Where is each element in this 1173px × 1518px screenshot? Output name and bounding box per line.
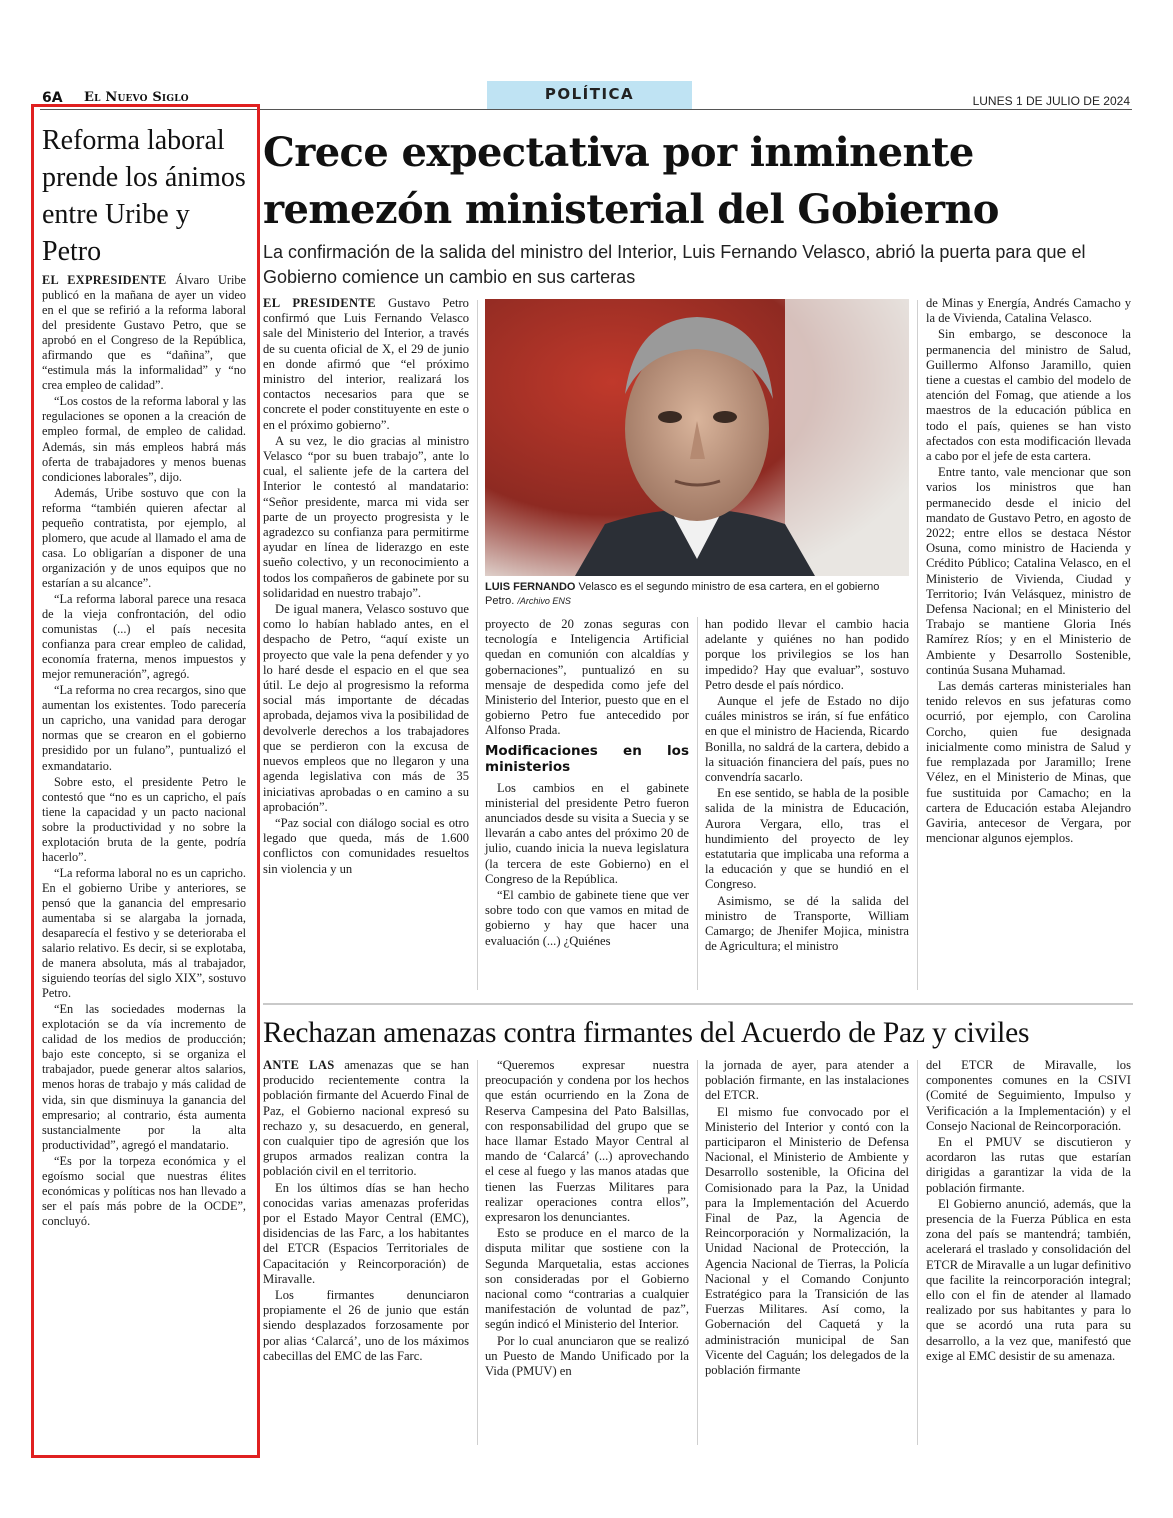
photo-credit: /Archivo ENS [517,596,571,606]
portrait-illustration [485,299,909,576]
main-column-3 [705,617,909,955]
main-paragraph: proyecto de 20 zonas seguras con tecnología e Inteligencia Artificial quedan en comunión con alcaldías y gobernaciones”, puntualizó en su mensaje de despedida como jefe del Ministerio del Interior, puesto que en el gobierno Petro fue antecedido por Alfonso Prada. [485,617,689,738]
main-headline: Crece expectativa por inminente remezón ministerial del Gobierno [263,129,999,233]
main-paragraph: Las demás carteras ministeriales han tenido relevos en sus jefaturas como ocurrió, por ejemplo, con Carolina Corcho, quien fue designada inicialmente como ministra de Salud y fue remplazada por Jaramillo; Irene Vélez, en el Ministerio de Minas, que fue sustituida por Camacho; en la cartera de Educación estaba Alejandro Gaviria, antecesor de Vergara, por mencionar algunos ejemplos. [926,679,1131,846]
column-divider [697,1060,698,1445]
second-paragraph: Por lo cual anunciaron que se realizó un Puesto de Mando Unificado por la Vida (PMUV) en [485,1333,689,1379]
second-paragraph: El Gobierno anunció, además, que la presencia de la Fuerza Pública en esta zona del país se mantendrá; también, acelerará el traslado y consolidación del ETCR de Miravalle a un lugar definitivo que facilite la reincorporación integral; ello con el fin de atender al llamado realizado por sus habitantes y para lo que se acordó una ruta para su desarrollo, a la vez que, manifestó que exige al EMC desistir de su amenaza. [926,1196,1131,1363]
second-column-2 [485,1058,689,1380]
sidebar-title: Reforma laboral prende los ánimos entre Uribe y Petro [42,125,246,267]
second-headline: Rechazan amenazas contra firmantes del Acuerdo de Paz y civiles [263,1017,1030,1049]
second-column-3 [705,1058,909,1379]
main-subhead: Modificaciones en los ministerios [485,742,689,775]
column-divider [477,1060,478,1445]
main-paragraph: “Paz social con diálogo social es otro legado que queda, más de 1.600 conflictos con comunidades resueltos sin violencia y un [263,815,469,876]
second-column-4 [926,1058,1131,1365]
main-column-1 [263,296,469,878]
second-paragraph: “Queremos expresar nuestra preocupación y condena por los hechos que están ocurriendo en la Zona de Reserva Campesina del Pato Balsillas, con responsabilidad del grupo que se hace llamar Estado Mayor Central al mando de ‘Calarcá’ (...) aprovechando el cese al fuego y las manos atadas que tienen las Fuerzas Militares para realizar operaciones contra ellos”, expresaron los denunciantes. [485,1058,689,1225]
main-paragraph: “El cambio de gabinete tiene que ver sobre todo con que vamos en mitad de gobierno y hay que hacer una evaluación (...) ¿Quiénes [485,888,689,948]
main-paragraph: EL PRESIDENTE Gustavo Petro confirmó que Luis Fernando Velasco sale del Ministerio del Interior, a través de su cuenta oficial de X, el 29 de junio en donde afirmó que “el próximo ministro del interior, realizará los contactos necesarios para que se concrete el poder constituyente en este o en el próximo gobierno”. [263,296,469,432]
sidebar-paragraph: “En las sociedades modernas la explotación se da vía incremento de calidad de los medios de producción; bajo este concepto, si se organiza el trabajador, puede generar altos salarios, menos horas de trabajo y más calidad de vida, sin que disminuya la ganancia del empresario; al contrario, ésta aumenta sustancialmente por la alta productividad”, agregó el mandatario. [42,1002,246,1152]
second-paragraph: Esto se produce en el marco de la disputa militar que sostiene con la Segunda Marquetalia, estas acciones son consideradas por el Gobierno nacional como “contrarias a cualquier manifestación de voluntad de paz”, según indicó el Ministerio del Interior. [485,1226,689,1332]
masthead-logo: El Nuevo Siglo [84,90,189,105]
second-paragraph: En el PMUV se discutieron y acordaron las rutas que estarían dirigidas a garantizar la vida de la población firmante. [926,1135,1131,1195]
main-column-2 [485,617,689,950]
sidebar-paragraph: “Es por la torpeza económica y el egoísmo social que nuestras élites económicas y políticas nos han llevado a ser el país más pobre de la OCDE”, concluyó. [42,1153,246,1228]
main-paragraph: de Minas y Energía, Andrés Camacho y la de Vivienda, Catalina Velasco. [926,296,1131,326]
sidebar-paragraph: EL EXPRESIDENTE Álvaro Uribe publicó en la mañana de ayer un video en el que se refirió a la reforma laboral del presidente Gustavo Petro, que se aprobó en el Congreso de la República, afirmando que es “dañina”, que “estimula más la informalidad” y “no crea empleo de calidad”. [42,273,246,393]
main-deck: La confirmación de la salida del ministro del Interior, Luis Fernando Velasco, abrió la puerta para que el Gobierno comience un cambio en sus carteras [263,242,1086,287]
main-paragraph: A su vez, le dio gracias al ministro Velasco “por su buen trabajo”, ante lo cual, el saliente jefe de la cartera del Interior le contestó al mandatario: “Señor presidente, marca mi vida ser parte de un proyecto progresista y le agradezco su confianza para permitirme ayudar en línea de liderazgo en este sueño colectivo, y un reconocimiento a todos los compañeros de gabinete por su solidaridad en nuestro trabajo”. [263,433,469,600]
article-photo [485,299,909,576]
column-divider [477,300,478,990]
page-number: 6A [42,90,63,106]
main-paragraph: Los cambios en el gabinete ministerial del presidente Petro fueron anunciados desde su visita a Suecia y se llevarán a cabo antes del próximo 20 de julio, cuando inicia la nueva legislatura (la tercera de este Gobierno) en el Congreso de la República. [485,780,689,886]
section-rule [263,1003,1133,1005]
main-paragraph: Asimismo, se dé la salida del ministro de Transporte, William Camargo; de Jhenifer Mojica, ministra de Agricultura; el ministro [705,893,909,954]
second-paragraph: Los firmantes denunciaron propiamente el 26 de junio que están siendo desplazados forzosamente por por alias ‘Calarcá’, uno de los máximos cabecillas del EMC de las Farc. [263,1288,469,1363]
second-paragraph: del ETCR de Miravalle, los componentes comunes en la CSIVI (Comité de Seguimiento, Impulso y Verificación a la Implementación) y el Consejo Nacional de Reincorporación. [926,1058,1131,1133]
sidebar-paragraph: Sobre esto, el presidente Petro le contestó que “no es un capricho, el país tiene la capacidad y un pacto nacional sobre la productividad y no sobre la explotación bruta de la gente, podría hacerlo”. [42,774,246,864]
main-paragraph: En ese sentido, se habla de la posible salida de la ministra de Educación, Aurora Vergara, ello, tras el hundimiento del proyecto de ley estatutaria que implicaba una reforma a la educación y que se hundió en el Congreso. [705,786,909,892]
photo-caption-text: Velasco es el segundo ministro de esa cartera, en el gobierno Petro. [485,581,880,607]
second-paragraph: ANTE LAS amenazas que se han producido recientemente contra la población firmante del Acuerdo Final de Paz, el Gobierno nacional expresó su rechazo y, su desacuerdo, en general, con cualquier tipo de agresión que los grupos armados realizan contra la población civil en el territorio. [263,1058,469,1179]
main-paragraph: Entre tanto, vale mencionar que son varios los ministros que han permanecido desde el inicio del mandato de Gustavo Petro, en agosto de 2022; entre ellos se destaca Néstor Osuna, como ministro de Hacienda y Crédito Público; Catalina Velasco, en el Ministerio de Vivienda, Ciudad y Territorio; Iván Velásquez, ministro de Defensa Nacional; en el Ministerio del Trabajo se mantiene Gloria Inés Ramírez Ríos; y en el Ministerio de Ambiente y Desarrollo Sostenible, continúa Susana Muhamad. [926,465,1131,677]
page-date: LUNES 1 DE JULIO DE 2024 [972,94,1130,108]
sidebar-paragraph: “La reforma laboral parece una resaca de la vieja confrontación, del odio comunistas (...) el país necesita confianza para crear empleo de calidad, economía fraterna, menos impuestos y mejor remuneración”, agregó. [42,591,246,682]
column-divider [697,617,698,990]
section-label: POLÍTICA [544,85,635,103]
sidebar-paragraph: “La reforma no crea recargos, sino que aumentan los existentes. Todo parecería un capricho, una vanidad para derogar normas que se crearon en el gobierno presidido por un fulano”, puntualizó el exmandatario. [42,683,246,773]
second-column-1 [263,1058,469,1365]
second-paragraph: la jornada de ayer, para atender a población firmante, en las instalaciones del ETCR. [705,1058,909,1103]
main-column-4 [926,296,1131,847]
photo-caption [485,580,905,608]
main-paragraph: Sin embargo, se desconoce la permanencia del ministro de Salud, Guillermo Alfonso Jaramillo, quien tiene a cuestas el cambio del modelo de atención del Fomag, que atiende a los maestros de la educación pública en todo el país, quienes se han visto afectados con esta modificación llevada a cabo por el jefe de esta cartera. [926,327,1131,464]
sidebar-body [42,273,246,1230]
sidebar-lead: EL EXPRESIDENTE [42,273,167,287]
sidebar-paragraph: “Los costos de la reforma laboral y las regulaciones se oponen a la creación de empleo formal, de empleo de calidad. Además, sin más empleos habrá más oferta de trabajadores y menos buenas condiciones laborales”, dijo. [42,394,246,484]
column-divider [917,1060,918,1445]
main-paragraph: han podido llevar el cambio hacia adelante y quiénes no han podido porque los privilegios se los han impedido? Hay que evaluar”, sostuvo Petro desde el país nórdico. [705,617,909,692]
second-lead: ANTE LAS [263,1058,335,1072]
sidebar-paragraph: “La reforma laboral no es un capricho. En el gobierno Uribe y anteriores, se pensó que la ganancia del empresario aumentaba si se alargaba la jornada, desaparecía el festivo y se deterioraba el salario relativo. Es decir, si se explotaba, de manera absoluta, más al trabajador, siguiendo teorías del siglo XIX”, sostuvo Petro. [42,865,246,1001]
main-paragraph: De igual manera, Velasco sostuvo que como lo habían hablado antes, en el despacho de Petro, “aquí existe un proyecto que vale la pena defender y yo lo haré desde el espacio en el que sea útil. Le dejo al progresismo la reforma social más importante de décadas aprobada, dejamos viva la posibilidad de devolverle derechos a los trabajadores que se perdieron con la excusa de nuevos empleos que no llegaron y una agenda legislativa con más de 35 iniciativas aprobadas o en camino a su aprobación”. [263,602,469,814]
second-paragraph: En los últimos días se han hecho conocidas varias amenazas proferidas por el Estado Mayor Central (EMC), disidencias de las Farc, a los habitantes del ETCR (Espacios Territoriales de Capacitación y Reincorporación) de Miravalle. [263,1180,469,1286]
sidebar-paragraph: Además, Uribe sostuvo que con la reforma “también quieren afectar al pequeño contratista, por ejemplo, al plomero, que acude al llamado el ama de casa. Lo obligarían a disponer de una organización y de unos equipos que no estarían a su alcance”. [42,485,246,590]
second-paragraph: El mismo fue convocado por el Ministerio del Interior y contó con la participaron el Ministerio de Defensa Nacional, el Ministerio de Ambiente y Desarrollo sostenible, la Oficina del Comisionado para la Paz, la Unidad para la Implementación del Acuerdo Final de Paz, la Agencia de Reincorporación y Normalización, la Unidad Nacional de Protección, la Agencia Nacional de Tierras, la Policía Nacional y el Comando Conjunto Estratégico para la Transición de las Fuerzas Militares. Así como, la Gobernación del Caquetá y la administración municipal de San Vicente del Caguán; los delegados de la población firmante [705,1104,909,1378]
photo-caption-lead: LUIS FERNANDO [485,581,576,593]
main-paragraph: Aunque el jefe de Estado no dijo cuáles ministros se irán, sí fue enfático en que el ministro de Hacienda, Ricardo Bonilla, no saldrá de la cartera, debido a la situación financiera del país, pues no convendría sacarlo. [705,694,909,785]
column-divider [917,300,918,990]
main-lead: EL PRESIDENTE [263,296,376,310]
